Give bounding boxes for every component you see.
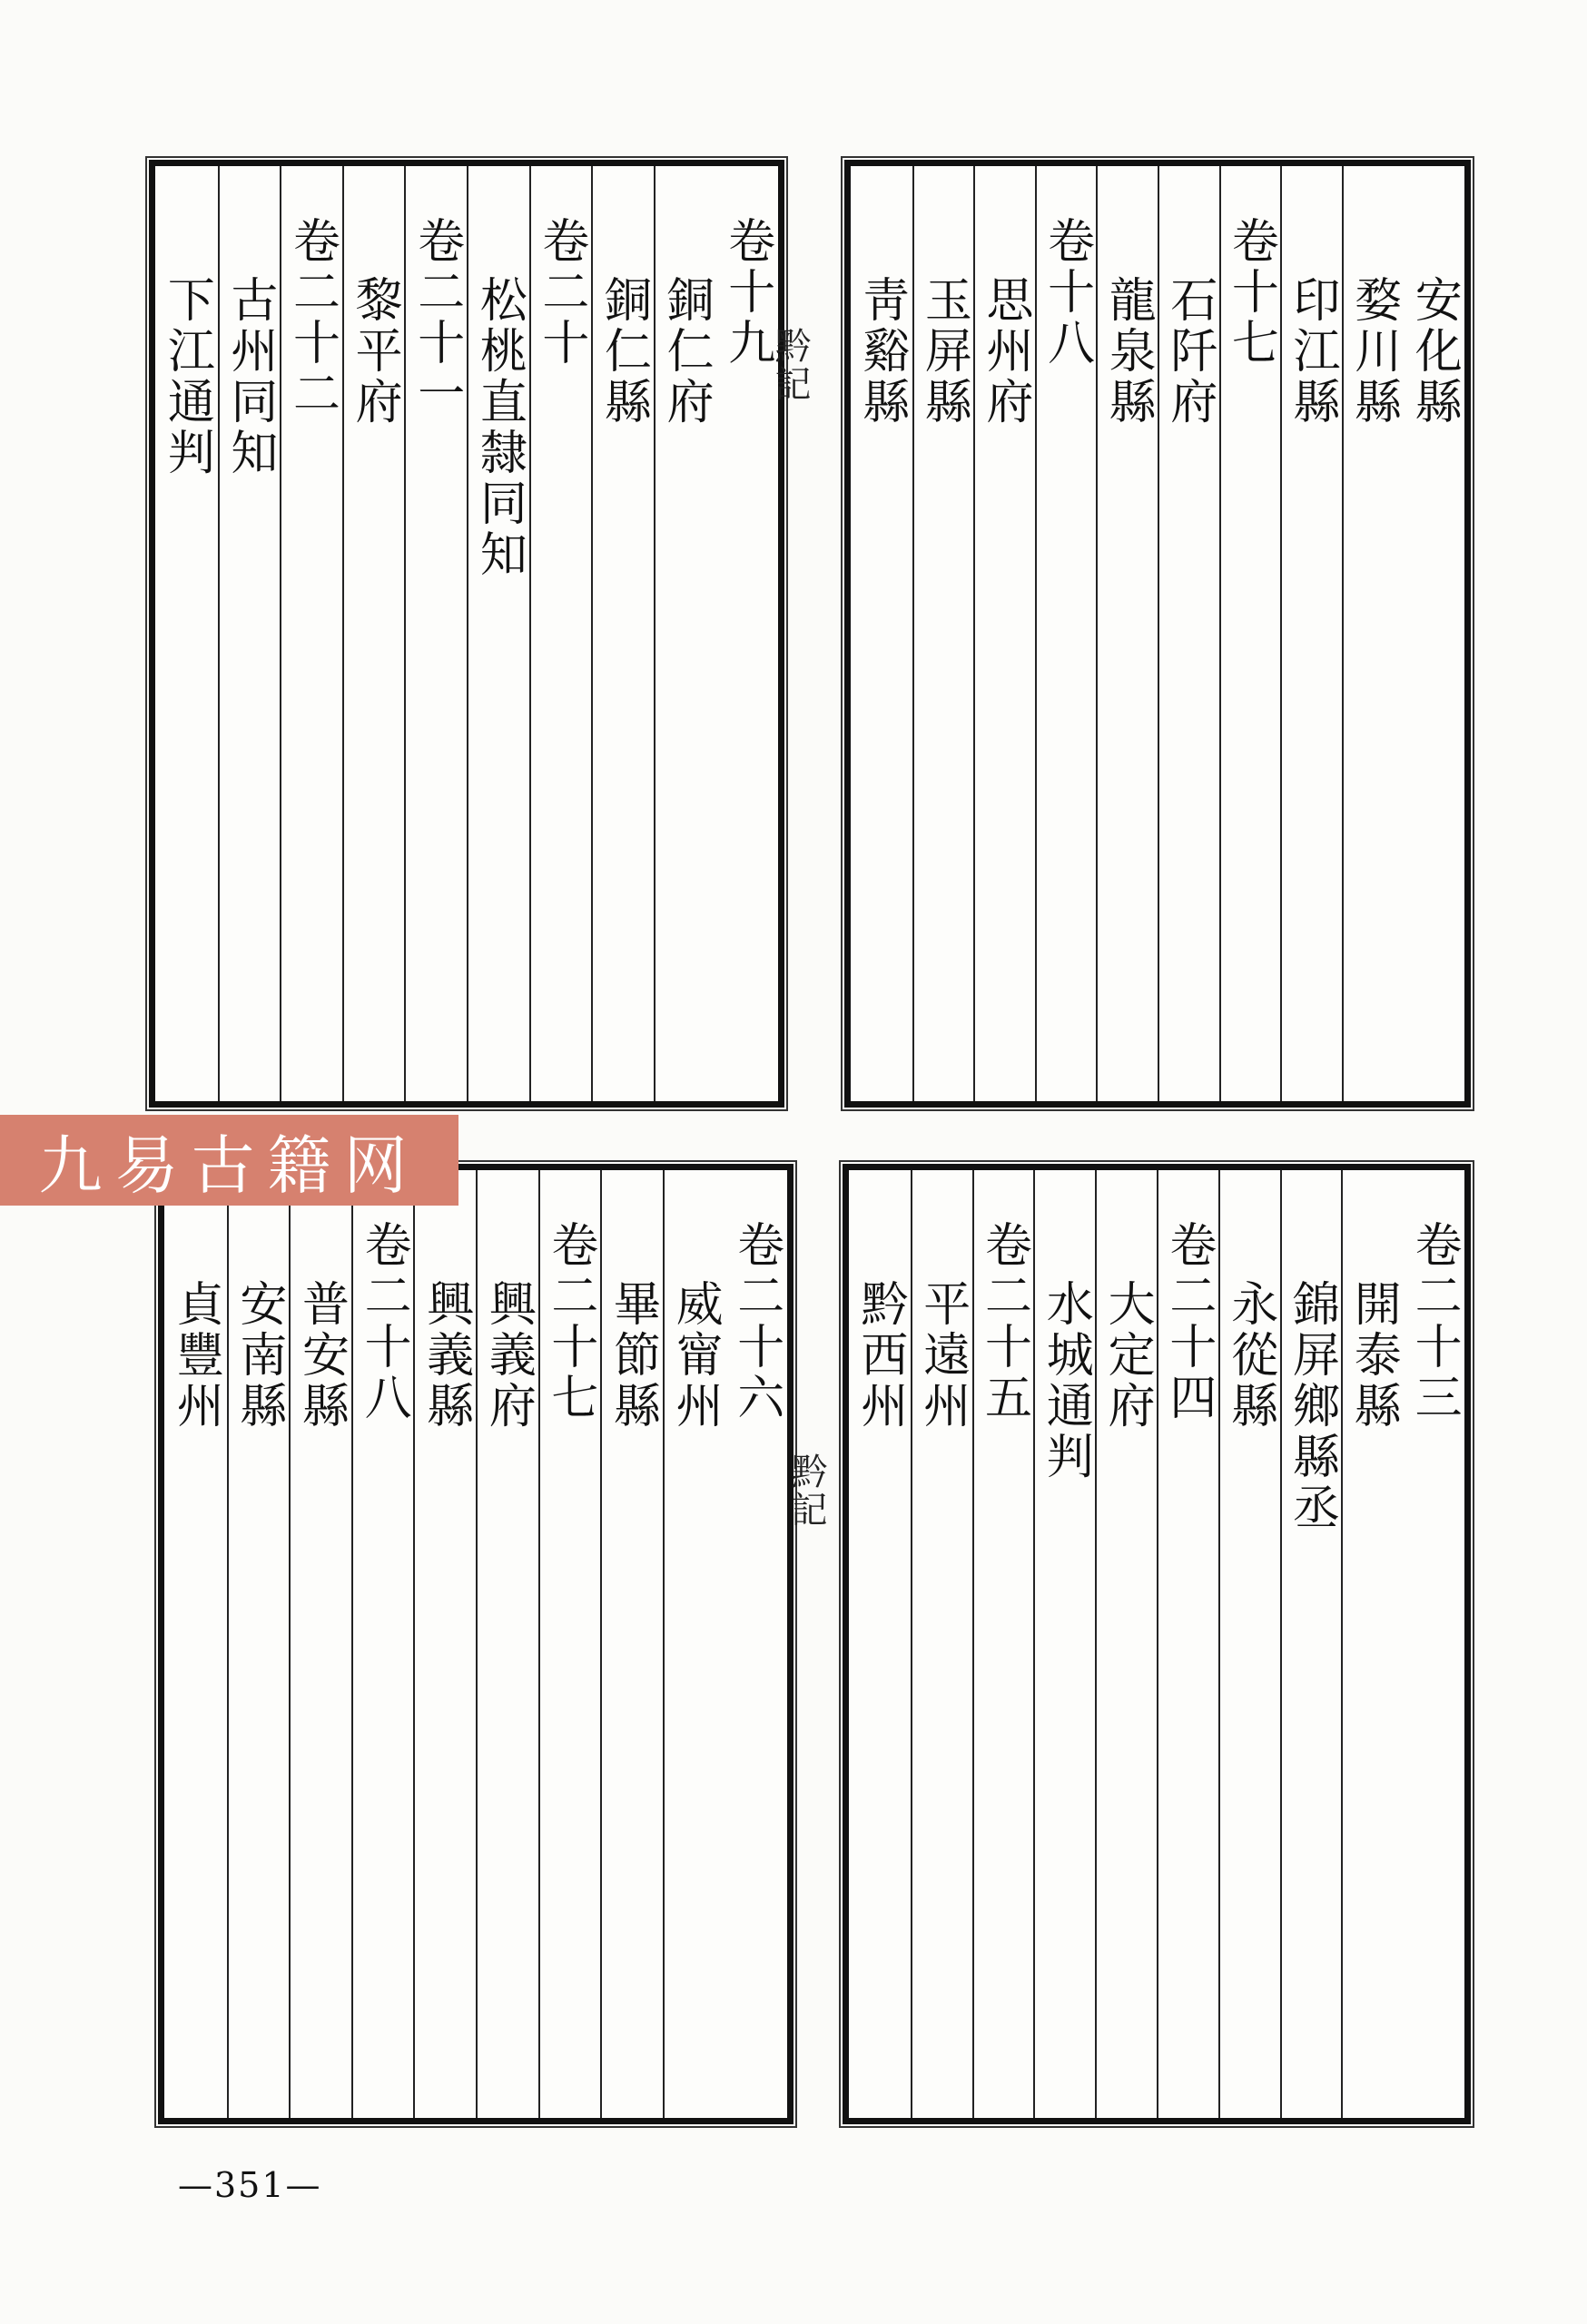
- entry-column: [218, 166, 281, 1101]
- entry-column: [1280, 166, 1342, 1101]
- volume-heading-column: [724, 1170, 787, 2118]
- volume-heading-column: [1035, 166, 1097, 1101]
- volume-heading: 卷二十: [533, 216, 588, 369]
- place-name: 靑谿縣: [853, 275, 909, 428]
- place-name: 古州同知: [222, 275, 277, 478]
- place-name: 永從縣: [1222, 1279, 1277, 1432]
- entry-column: [164, 1170, 227, 2118]
- entry-column: [342, 166, 405, 1101]
- volume-heading: 卷二十二: [284, 216, 340, 419]
- volume-heading-column: [1157, 1170, 1218, 2118]
- volume-heading-column: [404, 166, 467, 1101]
- entry-column: [1342, 166, 1404, 1101]
- entry-column: [600, 1170, 663, 2118]
- entry-column: [973, 166, 1035, 1101]
- volume-heading: 卷二十三: [1406, 1220, 1462, 1423]
- place-name: 普安縣: [293, 1279, 349, 1432]
- lower-left-panel: [158, 1164, 794, 2124]
- place-name: 石阡府: [1161, 275, 1217, 428]
- volume-heading-column: [351, 1170, 414, 2118]
- entry-column: [413, 1170, 476, 2118]
- volume-heading: 卷十九: [719, 216, 774, 369]
- place-name: 松桃直隸同知: [471, 275, 527, 580]
- center-fold-mark-upper: 黔記: [769, 327, 811, 403]
- entry-column: [654, 166, 716, 1101]
- place-name: 水城通判: [1038, 1279, 1093, 1482]
- place-name: 興義府: [480, 1279, 536, 1432]
- volume-heading: 卷二十一: [409, 216, 464, 419]
- volume-heading-column: [280, 166, 342, 1101]
- entry-column: [289, 1170, 351, 2118]
- place-name: 平遠州: [914, 1279, 970, 1432]
- entry-column: [849, 1170, 911, 2118]
- place-name: 思州府: [978, 275, 1033, 428]
- entry-column: [467, 166, 529, 1101]
- entry-column: [591, 166, 654, 1101]
- place-name: 黎平府: [347, 275, 402, 428]
- upper-right-panel: [844, 160, 1471, 1108]
- entry-column: [912, 166, 974, 1101]
- place-name: 黔西州: [852, 1279, 907, 1432]
- volume-heading-column: [1403, 1170, 1464, 2118]
- entry-column: [1095, 1170, 1157, 2118]
- entry-column: [1403, 166, 1464, 1101]
- entry-column: [227, 1170, 290, 2118]
- entry-column: [476, 1170, 538, 2118]
- place-name: 安南縣: [231, 1279, 286, 1432]
- volume-heading: 卷二十八: [356, 1220, 411, 1423]
- upper-left-panel: [149, 160, 784, 1108]
- entry-column: [1033, 1170, 1095, 2118]
- place-name: 開泰縣: [1346, 1279, 1401, 1432]
- volume-heading-column: [538, 1170, 601, 2118]
- entry-column: [1341, 1170, 1403, 2118]
- place-name: 銅仁府: [658, 275, 714, 428]
- entry-column: [851, 166, 912, 1101]
- volume-heading-column: [715, 166, 778, 1101]
- volume-heading-column: [1219, 166, 1281, 1101]
- entry-column: [1280, 1170, 1342, 2118]
- place-name: 貞豐州: [168, 1279, 223, 1432]
- entry-column: [663, 1170, 725, 2118]
- place-name: 威甯州: [667, 1279, 723, 1432]
- entry-column: [1158, 166, 1219, 1101]
- volume-heading: 卷十七: [1223, 216, 1278, 369]
- entry-column: [155, 166, 218, 1101]
- place-name: 大定府: [1099, 1279, 1155, 1432]
- entry-column: [1096, 166, 1158, 1101]
- volume-heading-column: [529, 166, 592, 1101]
- place-name: 興義縣: [418, 1279, 473, 1432]
- place-name: 玉屏縣: [916, 275, 971, 428]
- page-number: —351—: [178, 2165, 322, 2205]
- volume-heading: 卷二十七: [542, 1220, 597, 1423]
- place-name: 龍泉縣: [1100, 275, 1156, 428]
- entry-column: [911, 1170, 972, 2118]
- center-fold-mark-lower: 黔記: [785, 1452, 827, 1529]
- place-name: 安化縣: [1406, 275, 1462, 428]
- volume-heading: 卷二十六: [728, 1220, 784, 1423]
- lower-right-panel: [843, 1164, 1471, 2124]
- place-name: 畢節縣: [605, 1279, 660, 1432]
- place-name: 銅仁縣: [596, 275, 651, 428]
- watermark-banner: 九易古籍网: [0, 1115, 458, 1206]
- place-name: 婺川縣: [1346, 275, 1401, 428]
- place-name: 錦屏鄉縣丞: [1284, 1279, 1339, 1533]
- volume-heading: 卷二十五: [976, 1220, 1031, 1423]
- entry-column: [1218, 1170, 1280, 2118]
- place-name: 印江縣: [1285, 275, 1340, 428]
- place-name: 下江通判: [159, 275, 214, 478]
- volume-heading-column: [972, 1170, 1034, 2118]
- volume-heading: 卷二十四: [1160, 1220, 1216, 1423]
- volume-heading: 卷十八: [1039, 216, 1094, 369]
